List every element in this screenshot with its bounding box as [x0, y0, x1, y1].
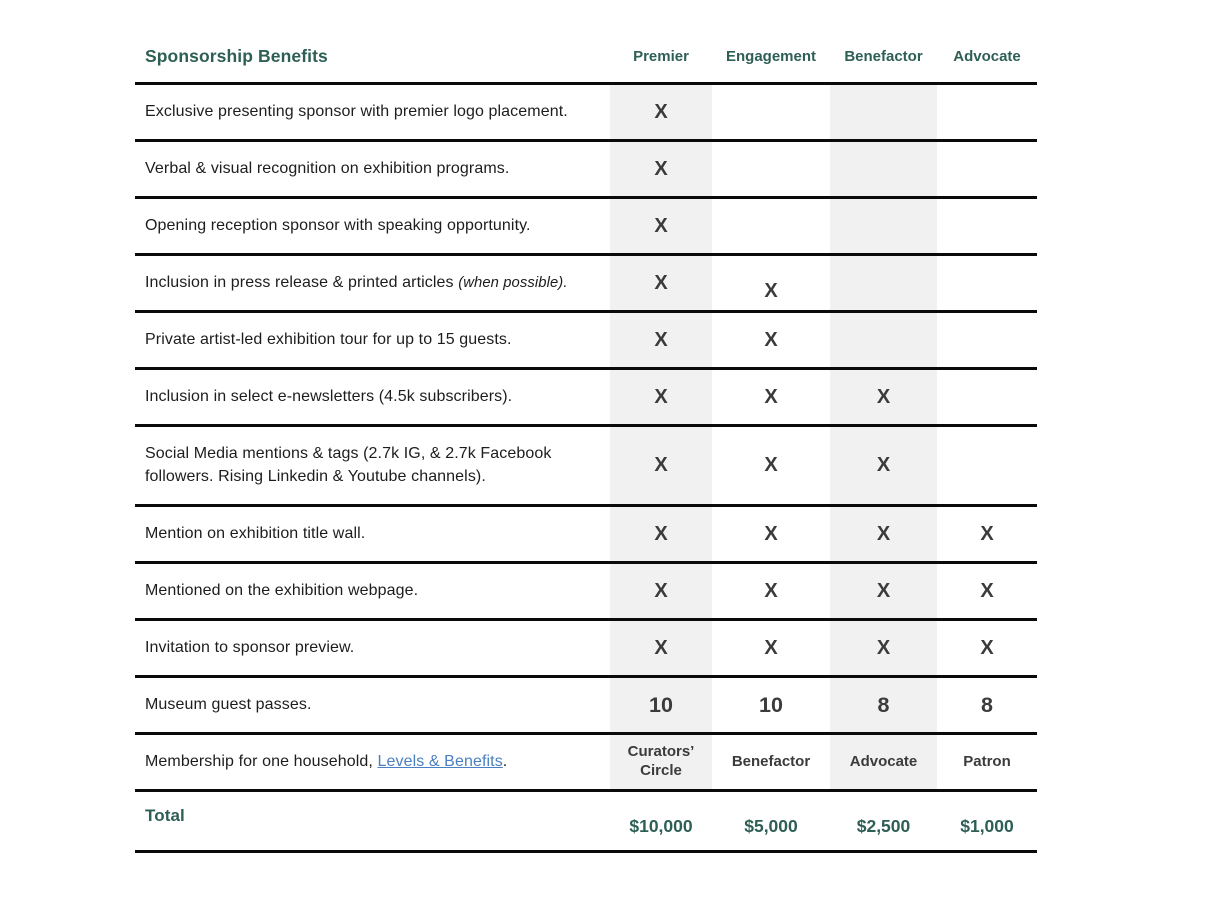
check-mark: X — [654, 385, 668, 408]
pass-count: 10 — [649, 692, 673, 717]
check-mark: X — [876, 385, 891, 408]
benefit-text: Mention on exhibition title wall. — [145, 524, 366, 542]
cell-advocate — [937, 621, 1037, 675]
cell-benefactor — [830, 507, 937, 561]
cell-benefactor — [830, 142, 937, 196]
total-premier — [610, 792, 712, 850]
cell-benefactor — [830, 427, 937, 504]
cell-premier — [610, 735, 712, 789]
benefit-text: Mentioned on the exhibition webpage. — [145, 581, 419, 599]
benefit-text: Verbal & visual recognition on exhibition programs. — [145, 159, 510, 177]
check-mark: X — [654, 636, 668, 659]
check-mark: X — [764, 522, 778, 545]
benefit-text: Inclusion in select e-newsletters (4.5k subscribers). — [145, 387, 513, 405]
check-mark: X — [654, 157, 668, 180]
table-row — [135, 256, 1037, 313]
total-label: Total — [145, 806, 185, 826]
cell-premier — [610, 507, 712, 561]
cell-benefactor — [830, 85, 937, 139]
benefit-text: Inclusion in press release & printed articles (when possible). — [145, 273, 568, 291]
cell-benefactor — [830, 621, 937, 675]
table-row — [135, 621, 1037, 678]
check-mark: X — [764, 279, 778, 302]
cell-premier — [610, 199, 712, 253]
table-row — [135, 427, 1037, 507]
total-engagement — [712, 792, 830, 850]
cell-engagement — [712, 735, 830, 789]
benefit-label-cell — [135, 678, 610, 732]
cell-benefactor — [830, 313, 937, 367]
pass-count: 8 — [877, 692, 890, 717]
total-benefactor — [830, 792, 937, 850]
total-value: $1,000 — [960, 815, 1014, 836]
benefit-label-cell — [135, 507, 610, 561]
cell-engagement — [712, 256, 830, 310]
table-row — [135, 142, 1037, 199]
column-header-premier — [610, 30, 712, 82]
total-advocate — [937, 792, 1037, 850]
benefit-text: Private artist-led exhibition tour for up to 15 guests. — [145, 330, 512, 348]
cell-engagement — [712, 370, 830, 424]
cell-engagement — [712, 85, 830, 139]
cell-premier — [610, 313, 712, 367]
check-mark: X — [764, 328, 778, 351]
cell-premier — [610, 678, 712, 732]
cell-benefactor — [830, 678, 937, 732]
table-title-cell — [135, 30, 610, 82]
cell-advocate — [937, 427, 1037, 504]
membership-tier: Benefactor — [731, 752, 811, 770]
cell-premier — [610, 564, 712, 618]
levels-benefits-link[interactable]: Levels & Benefits — [377, 752, 503, 770]
column-header-label: Premier — [633, 47, 689, 65]
benefit-label-cell — [135, 370, 610, 424]
cell-engagement — [712, 507, 830, 561]
benefit-text: Exclusive presenting sponsor with premier logo placement. — [145, 102, 568, 120]
cell-advocate — [937, 564, 1037, 618]
cell-engagement — [712, 678, 830, 732]
membership-tier: Curators’ Circle — [627, 743, 695, 779]
cell-engagement — [712, 621, 830, 675]
cell-premier — [610, 427, 712, 504]
table-header-row — [135, 30, 1037, 85]
benefit-text: Museum guest passes. — [145, 695, 312, 713]
benefit-label-cell — [135, 85, 610, 139]
cell-premier — [610, 621, 712, 675]
table-row — [135, 678, 1037, 735]
table-row — [135, 507, 1037, 564]
table-row — [135, 85, 1037, 142]
total-row — [135, 792, 1037, 853]
benefit-label-cell — [135, 256, 610, 310]
benefit-label-cell — [135, 427, 610, 504]
column-header-benefactor — [830, 30, 937, 82]
check-mark: X — [764, 636, 778, 659]
total-value: $10,000 — [629, 815, 693, 836]
sponsorship-benefits-table — [135, 30, 1037, 853]
check-mark: X — [764, 579, 778, 602]
cell-advocate — [937, 735, 1037, 789]
total-label-cell — [135, 792, 610, 850]
check-mark: X — [764, 454, 778, 476]
cell-advocate — [937, 507, 1037, 561]
cell-engagement — [712, 564, 830, 618]
column-header-label: Advocate — [953, 47, 1021, 65]
cell-premier — [610, 256, 712, 310]
cell-engagement — [712, 427, 830, 504]
membership-tier: Patron — [963, 752, 1011, 770]
table-row — [135, 370, 1037, 427]
cell-benefactor — [830, 199, 937, 253]
check-mark: X — [876, 579, 891, 602]
check-mark: X — [654, 214, 668, 237]
cell-premier — [610, 370, 712, 424]
benefit-text: Opening reception sponsor with speaking opportunity. — [145, 216, 531, 234]
check-mark: X — [980, 579, 994, 602]
cell-benefactor — [830, 370, 937, 424]
benefit-text: Membership for one household, Levels & Benefits. — [145, 752, 508, 770]
check-mark: X — [654, 100, 668, 123]
page-title: Sponsorship Benefits — [145, 45, 328, 66]
benefit-text: Social Media mentions & tags (2.7k IG, & 2.7k Facebook followers. Rising Linkedin & Youtube channels). — [145, 445, 552, 485]
check-mark: X — [980, 522, 994, 545]
benefit-label-cell — [135, 142, 610, 196]
cell-benefactor — [830, 256, 937, 310]
table-row — [135, 313, 1037, 370]
pass-count: 8 — [981, 692, 993, 717]
benefit-note: (when possible). — [458, 274, 568, 291]
pass-count: 10 — [759, 692, 783, 717]
cell-advocate — [937, 370, 1037, 424]
table-row — [135, 564, 1037, 621]
cell-benefactor — [830, 735, 937, 789]
cell-engagement — [712, 142, 830, 196]
benefit-label-cell — [135, 313, 610, 367]
total-value: $5,000 — [744, 815, 798, 836]
cell-engagement — [712, 199, 830, 253]
check-mark: X — [654, 271, 668, 294]
check-mark: X — [654, 328, 668, 351]
table-row — [135, 735, 1037, 792]
check-mark: X — [876, 636, 891, 659]
check-mark: X — [876, 454, 891, 476]
check-mark: X — [980, 636, 994, 659]
check-mark: X — [764, 385, 778, 408]
cell-advocate — [937, 85, 1037, 139]
cell-advocate — [937, 678, 1037, 732]
cell-advocate — [937, 256, 1037, 310]
column-header-label: Engagement — [725, 47, 816, 65]
cell-engagement — [712, 313, 830, 367]
benefit-label-cell — [135, 564, 610, 618]
benefit-label-cell — [135, 621, 610, 675]
benefit-label-cell — [135, 199, 610, 253]
benefit-text: Invitation to sponsor preview. — [145, 638, 355, 656]
cell-premier — [610, 142, 712, 196]
total-value: $2,500 — [856, 815, 911, 836]
column-header-engagement — [712, 30, 830, 82]
table-row — [135, 199, 1037, 256]
column-header-label: Benefactor — [844, 47, 923, 65]
column-header-advocate — [937, 30, 1037, 82]
check-mark: X — [654, 454, 668, 476]
cell-advocate — [937, 313, 1037, 367]
check-mark: X — [654, 579, 668, 602]
cell-benefactor — [830, 564, 937, 618]
cell-premier — [610, 85, 712, 139]
cell-advocate — [937, 199, 1037, 253]
membership-tier: Advocate — [849, 752, 918, 770]
cell-advocate — [937, 142, 1037, 196]
benefit-label-cell — [135, 735, 610, 789]
check-mark: X — [876, 522, 891, 545]
check-mark: X — [654, 522, 668, 545]
